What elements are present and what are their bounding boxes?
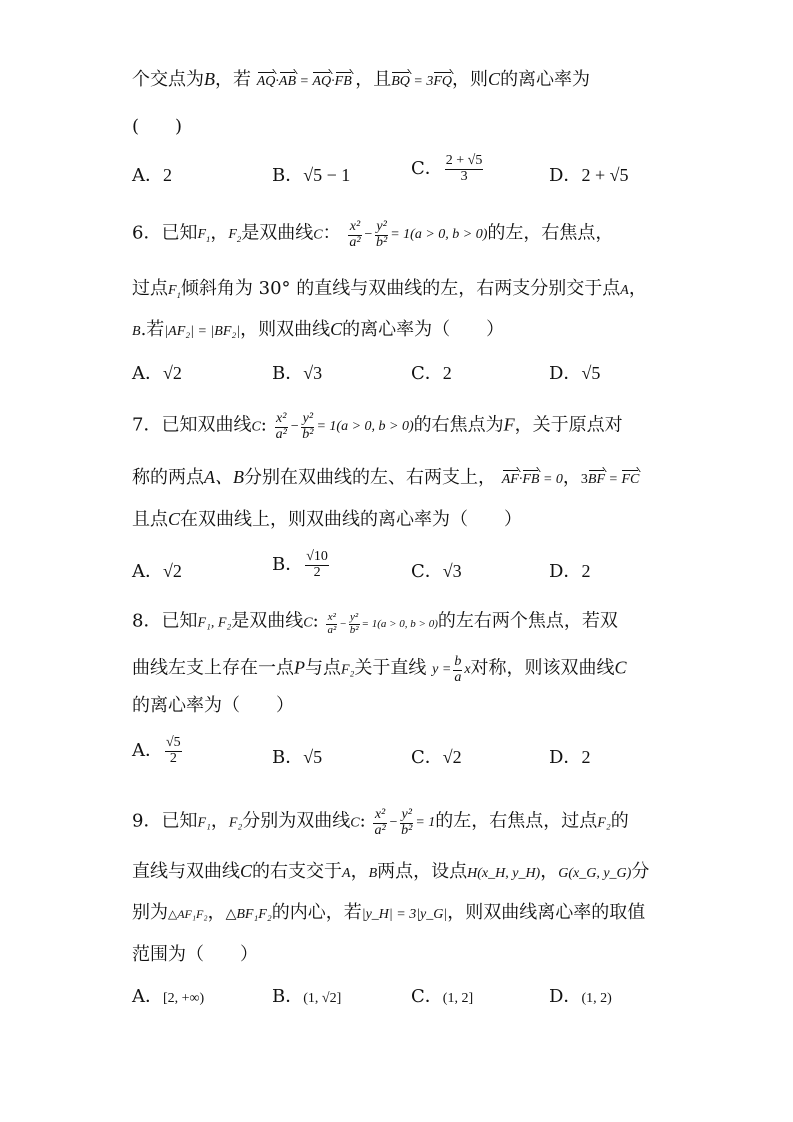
q7-line-1: 7．已知双曲线C: $\frac{\text{x²}}{\text{a²}}$ − $\frac{\text{y²}}{\text{b²}}$ = 1(a > 0, b > 0)的右焦点为F，关于原点对 <box>132 411 623 442</box>
q9-option-b[interactable]: B．(1, √2] <box>272 986 342 1007</box>
q8-option-a[interactable]: A． $\frac{√5}{2}$ <box>132 735 181 766</box>
q6-option-a[interactable]: A．√2 <box>132 363 182 384</box>
q5-option-d[interactable]: D．2 + √5 <box>549 165 629 186</box>
hyperbola-equation: $\frac{\text{x²}}{\text{a²}}$ − $\frac{\text{y²}}{\text{b²}}$ = 1(a > 0, b > 0) <box>349 219 488 250</box>
q8-line-3: 的离心率为（ ） <box>132 695 294 716</box>
q8-option-b[interactable]: B．√5 <box>272 747 323 768</box>
q6-option-b[interactable]: B．√3 <box>272 363 323 384</box>
line-equation: y = $\frac{b}{a}$ x <box>432 654 471 685</box>
q9-line-4: 范围为（ ） <box>132 944 258 965</box>
fraction: $\frac{2 + √5}{3}$ <box>445 153 483 184</box>
q6-number: 6． <box>132 222 162 244</box>
q8-line-1: 8．已知F₁, F₂是双曲线C: $\frac{\text{x²}}{\text{a²}}$ − $\frac{\text{y²}}{\text{b²}}$ = 1(a > 0, b > 0)的左右两个焦点，若双 <box>132 610 618 636</box>
q5-option-a[interactable]: A．2 <box>132 165 172 186</box>
q5-answer-bracket: ( ) <box>132 116 183 137</box>
q6-option-c[interactable]: C．2 <box>411 363 452 384</box>
q5-option-c[interactable]: C． $\frac{2 + √5}{3}$ <box>411 153 483 184</box>
q6-option-d[interactable]: D．√5 <box>549 363 601 384</box>
q8-number: 8． <box>132 610 162 632</box>
q5-option-b[interactable]: B．√5 − 1 <box>272 165 351 186</box>
q8-line-2: 曲线左支上存在一点P与点F₂关于直线 y = $\frac{b}{a}$ x对称，则该双曲线C <box>132 654 627 685</box>
q7-option-d[interactable]: D．2 <box>549 561 591 582</box>
q8-option-d[interactable]: D．2 <box>549 747 591 768</box>
vector-formula: AF·FB = 0 <box>501 472 563 487</box>
fraction: $\frac{√10}{2}$ <box>306 549 328 580</box>
fraction: $\frac{√5}{2}$ <box>166 735 181 766</box>
q8-option-c[interactable]: C．√2 <box>411 747 462 768</box>
q9-option-c[interactable]: C．(1, 2] <box>411 986 474 1007</box>
q9-line-1: 9．已知F₁，F₂分别为双曲线C: $\frac{\text{x²}}{\text{a²}}$ − $\frac{\text{y²}}{\text{b²}}$ = 1的左，右焦点，过点F₂的 <box>132 807 629 838</box>
q7-line-2: 称的两点A、B分别在双曲线的左、右两支上， AF·FB = 0，3BF = FC <box>132 467 640 488</box>
q7-number: 7． <box>132 414 162 436</box>
q6-line-2: 过点$F_1$倾斜角为 30° 的直线与双曲线的左，右两支分别交于点A， <box>132 278 647 300</box>
q9-line-3: 别为△AF₁F₂，△BF₁F₂的内心，若|y_H| = 3|y_G|，则双曲线离心率的取值 <box>132 902 646 923</box>
q9-option-a[interactable]: A．[2, +∞) <box>132 986 205 1007</box>
q9-number: 9． <box>132 810 162 832</box>
q7-option-a[interactable]: A．√2 <box>132 561 182 582</box>
q9-option-d[interactable]: D．(1, 2) <box>549 986 612 1007</box>
q7-option-b[interactable]: B． $\frac{√10}{2}$ <box>272 549 328 580</box>
hyperbola-equation: $\frac{\text{x²}}{\text{a²}}$ − $\frac{\text{y²}}{\text{b²}}$ = 1 <box>374 807 436 838</box>
q7-line-3: 且点C在双曲线上，则双曲线的离心率为（ ） <box>132 509 523 530</box>
vector-formula: AQ·AB = AQ·FB <box>256 74 352 89</box>
q9-line-2: 直线与双曲线C的右支交于A，B两点，设点H(x_H, y_H)，G(x_G, y_G)分 <box>132 861 650 882</box>
q6-line-1: 6．已知$F_1$，$F_2$是双曲线C： $\frac{\text{x²}}{\text{a²}}$ − $\frac{\text{y²}}{\text{b²}}$ = 1(a > 0, b > 0)的左，右焦点， <box>132 219 614 250</box>
hyperbola-equation: $\frac{\text{x²}}{\text{a²}}$ − $\frac{\text{y²}}{\text{b²}}$ = 1(a > 0, b > 0) <box>327 611 438 636</box>
hyperbola-equation: $\frac{\text{x²}}{\text{a²}}$ − $\frac{\text{y²}}{\text{b²}}$ = 1(a > 0, b > 0) <box>275 411 414 442</box>
q7-option-c[interactable]: C．√3 <box>411 561 462 582</box>
q6-line-3: B.若|AF₂| = |BF₂|，则双曲线C的离心率为（ ） <box>132 319 505 340</box>
q5-line-1: 个交点为B，若 AQ·AB = AQ·FB ，且BQ = 3FQ，则C的离心率为 <box>132 69 591 90</box>
